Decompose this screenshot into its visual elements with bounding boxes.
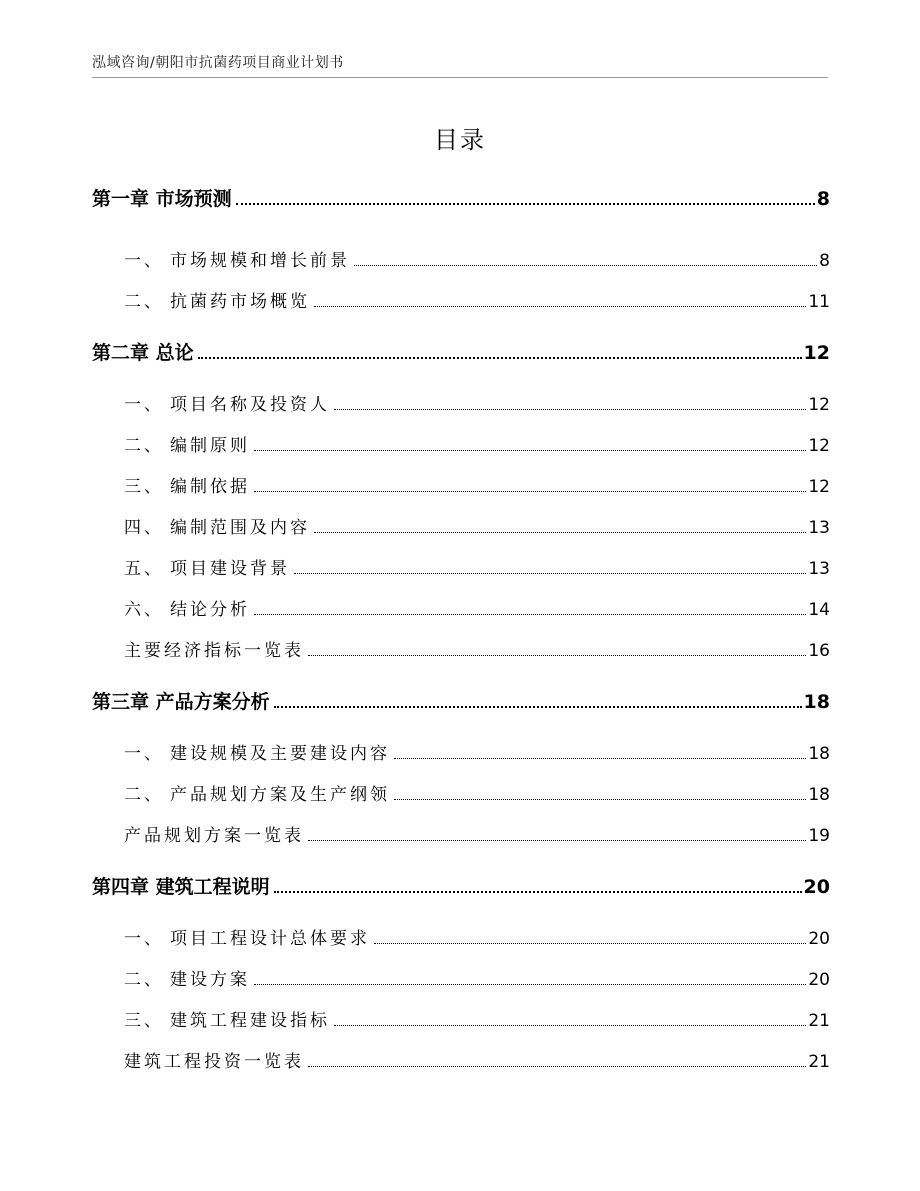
toc-section-entry[interactable] [92, 390, 830, 415]
toc-entry-label: 项目名称及投资人 [170, 395, 330, 415]
toc-entry-title [92, 872, 270, 899]
toc-entry-title [124, 513, 310, 538]
toc-entry-title [124, 965, 250, 990]
toc-entry-title [124, 554, 290, 579]
dot-leader [254, 983, 806, 985]
toc-page-number: 20 [803, 876, 830, 898]
toc-chapter-entry[interactable] [92, 338, 830, 365]
toc-section-entry[interactable] [92, 554, 830, 579]
toc-entry-label: 项目工程设计总体要求 [170, 929, 370, 949]
toc-entry-title [124, 924, 370, 949]
toc-entry-label: 编制原则 [170, 436, 250, 456]
toc-entry-number: 二、 [124, 292, 164, 312]
toc-section-entry[interactable] [92, 965, 830, 990]
toc-entry-title [124, 636, 304, 661]
toc-entry-number: 一、 [124, 744, 164, 764]
toc-section-entry[interactable] [92, 924, 830, 949]
toc-entry-label: 第二章 总论 [92, 342, 194, 364]
toc-entry-label: 主要经济指标一览表 [124, 641, 304, 661]
toc-entry-label: 建筑工程建设指标 [170, 1011, 330, 1031]
dot-leader [314, 305, 806, 307]
toc-entry-number: 二、 [124, 970, 164, 990]
toc-section-entry[interactable] [92, 472, 830, 497]
toc-entry-number: 一、 [124, 395, 164, 415]
toc-entry-number: 三、 [124, 477, 164, 497]
toc-chapter-entry[interactable] [92, 184, 830, 211]
toc-section-entry[interactable] [92, 739, 830, 764]
toc-page-number: 20 [808, 970, 830, 990]
toc-entry-number: 二、 [124, 436, 164, 456]
dot-leader [254, 449, 806, 451]
toc-section-entry[interactable] [92, 431, 830, 456]
toc-entry-title [124, 472, 250, 497]
toc-page-number: 19 [808, 826, 830, 846]
dot-leader [254, 613, 806, 615]
toc-page-number: 12 [803, 342, 830, 364]
toc-entry-title [92, 184, 232, 211]
toc-entry-number: 五、 [124, 559, 164, 579]
toc-page-number: 8 [819, 251, 830, 271]
dot-leader [374, 942, 806, 944]
dot-leader [314, 531, 806, 533]
toc-page-number: 14 [808, 600, 830, 620]
running-header: 泓域咨询/朝阳市抗菌药项目商业计划书 [92, 55, 344, 71]
toc-section-entry[interactable] [92, 246, 830, 271]
toc-entry-title [124, 1006, 330, 1031]
toc-entry-label: 抗菌药市场概览 [170, 292, 310, 312]
toc-section-entry[interactable] [92, 821, 830, 846]
toc-entry-label: 第一章 市场预测 [92, 188, 232, 210]
toc-entry-label: 建筑工程投资一览表 [124, 1052, 304, 1072]
toc-page-number: 18 [808, 785, 830, 805]
toc-entry-number: 六、 [124, 600, 164, 620]
toc-entry-title [124, 390, 330, 415]
toc-page-number: 8 [816, 188, 830, 210]
dot-leader [294, 572, 806, 574]
dot-leader [308, 654, 806, 656]
toc-entry-title [124, 821, 304, 846]
toc-entry-title [92, 687, 270, 714]
toc-section-entry[interactable] [92, 287, 830, 312]
dot-leader [394, 757, 806, 759]
toc-entry-number: 三、 [124, 1011, 164, 1031]
toc-page-number: 13 [808, 559, 830, 579]
toc-page-number: 21 [808, 1052, 830, 1072]
toc-page-number: 18 [808, 744, 830, 764]
toc-entry-label: 建设方案 [170, 970, 250, 990]
toc-section-entry[interactable] [92, 1047, 830, 1072]
toc-entry-title [92, 338, 194, 365]
toc-entry-title [124, 287, 310, 312]
page-title: 目录 [434, 126, 486, 154]
toc-section-entry[interactable] [92, 595, 830, 620]
dot-leader [198, 356, 802, 359]
toc-entry-label: 结论分析 [170, 600, 250, 620]
toc-entry-label: 编制依据 [170, 477, 250, 497]
toc-entry-label: 项目建设背景 [170, 559, 290, 579]
dot-leader [394, 798, 806, 800]
toc-entry-title [124, 595, 250, 620]
toc-entry-title [124, 246, 350, 271]
toc-entry-label: 产品规划方案一览表 [124, 826, 304, 846]
dot-leader [254, 490, 806, 492]
toc-page-number: 21 [808, 1011, 830, 1031]
toc-entry-label: 第三章 产品方案分析 [92, 691, 270, 713]
toc-page-number: 16 [808, 641, 830, 661]
toc-entry-label: 市场规模和增长前景 [170, 251, 350, 271]
toc-entry-label: 第四章 建筑工程说明 [92, 876, 270, 898]
dot-leader [354, 264, 817, 266]
toc-entry-label: 产品规划方案及生产纲领 [170, 785, 390, 805]
toc-page-number: 20 [808, 929, 830, 949]
toc-entry-number: 二、 [124, 785, 164, 805]
toc-entry-number: 四、 [124, 518, 164, 538]
dot-leader [308, 1065, 806, 1067]
toc-section-entry[interactable] [92, 513, 830, 538]
toc-page-number: 12 [808, 477, 830, 497]
toc-chapter-entry[interactable] [92, 687, 830, 714]
dot-leader [274, 705, 802, 708]
header-divider [92, 77, 828, 78]
toc-section-entry[interactable] [92, 780, 830, 805]
toc-entry-title [124, 431, 250, 456]
toc-entry-label: 建设规模及主要建设内容 [170, 744, 390, 764]
toc-page-number: 12 [808, 395, 830, 415]
toc-entry-title [124, 739, 390, 764]
toc-section-entry[interactable] [92, 1006, 830, 1031]
toc-entry-number: 一、 [124, 251, 164, 271]
toc-entry-number: 一、 [124, 929, 164, 949]
dot-leader [236, 202, 815, 205]
toc-page-number: 13 [808, 518, 830, 538]
toc-page-number: 11 [808, 292, 830, 312]
toc-entry-title [124, 1047, 304, 1072]
toc-chapter-entry[interactable] [92, 872, 830, 899]
dot-leader [274, 890, 802, 893]
dot-leader [334, 1024, 806, 1026]
toc-entry-title [124, 780, 390, 805]
toc-page-number: 18 [803, 691, 830, 713]
toc-section-entry[interactable] [92, 636, 830, 661]
toc-page-number: 12 [808, 436, 830, 456]
dot-leader [308, 839, 806, 841]
dot-leader [334, 408, 806, 410]
toc-entry-label: 编制范围及内容 [170, 518, 310, 538]
